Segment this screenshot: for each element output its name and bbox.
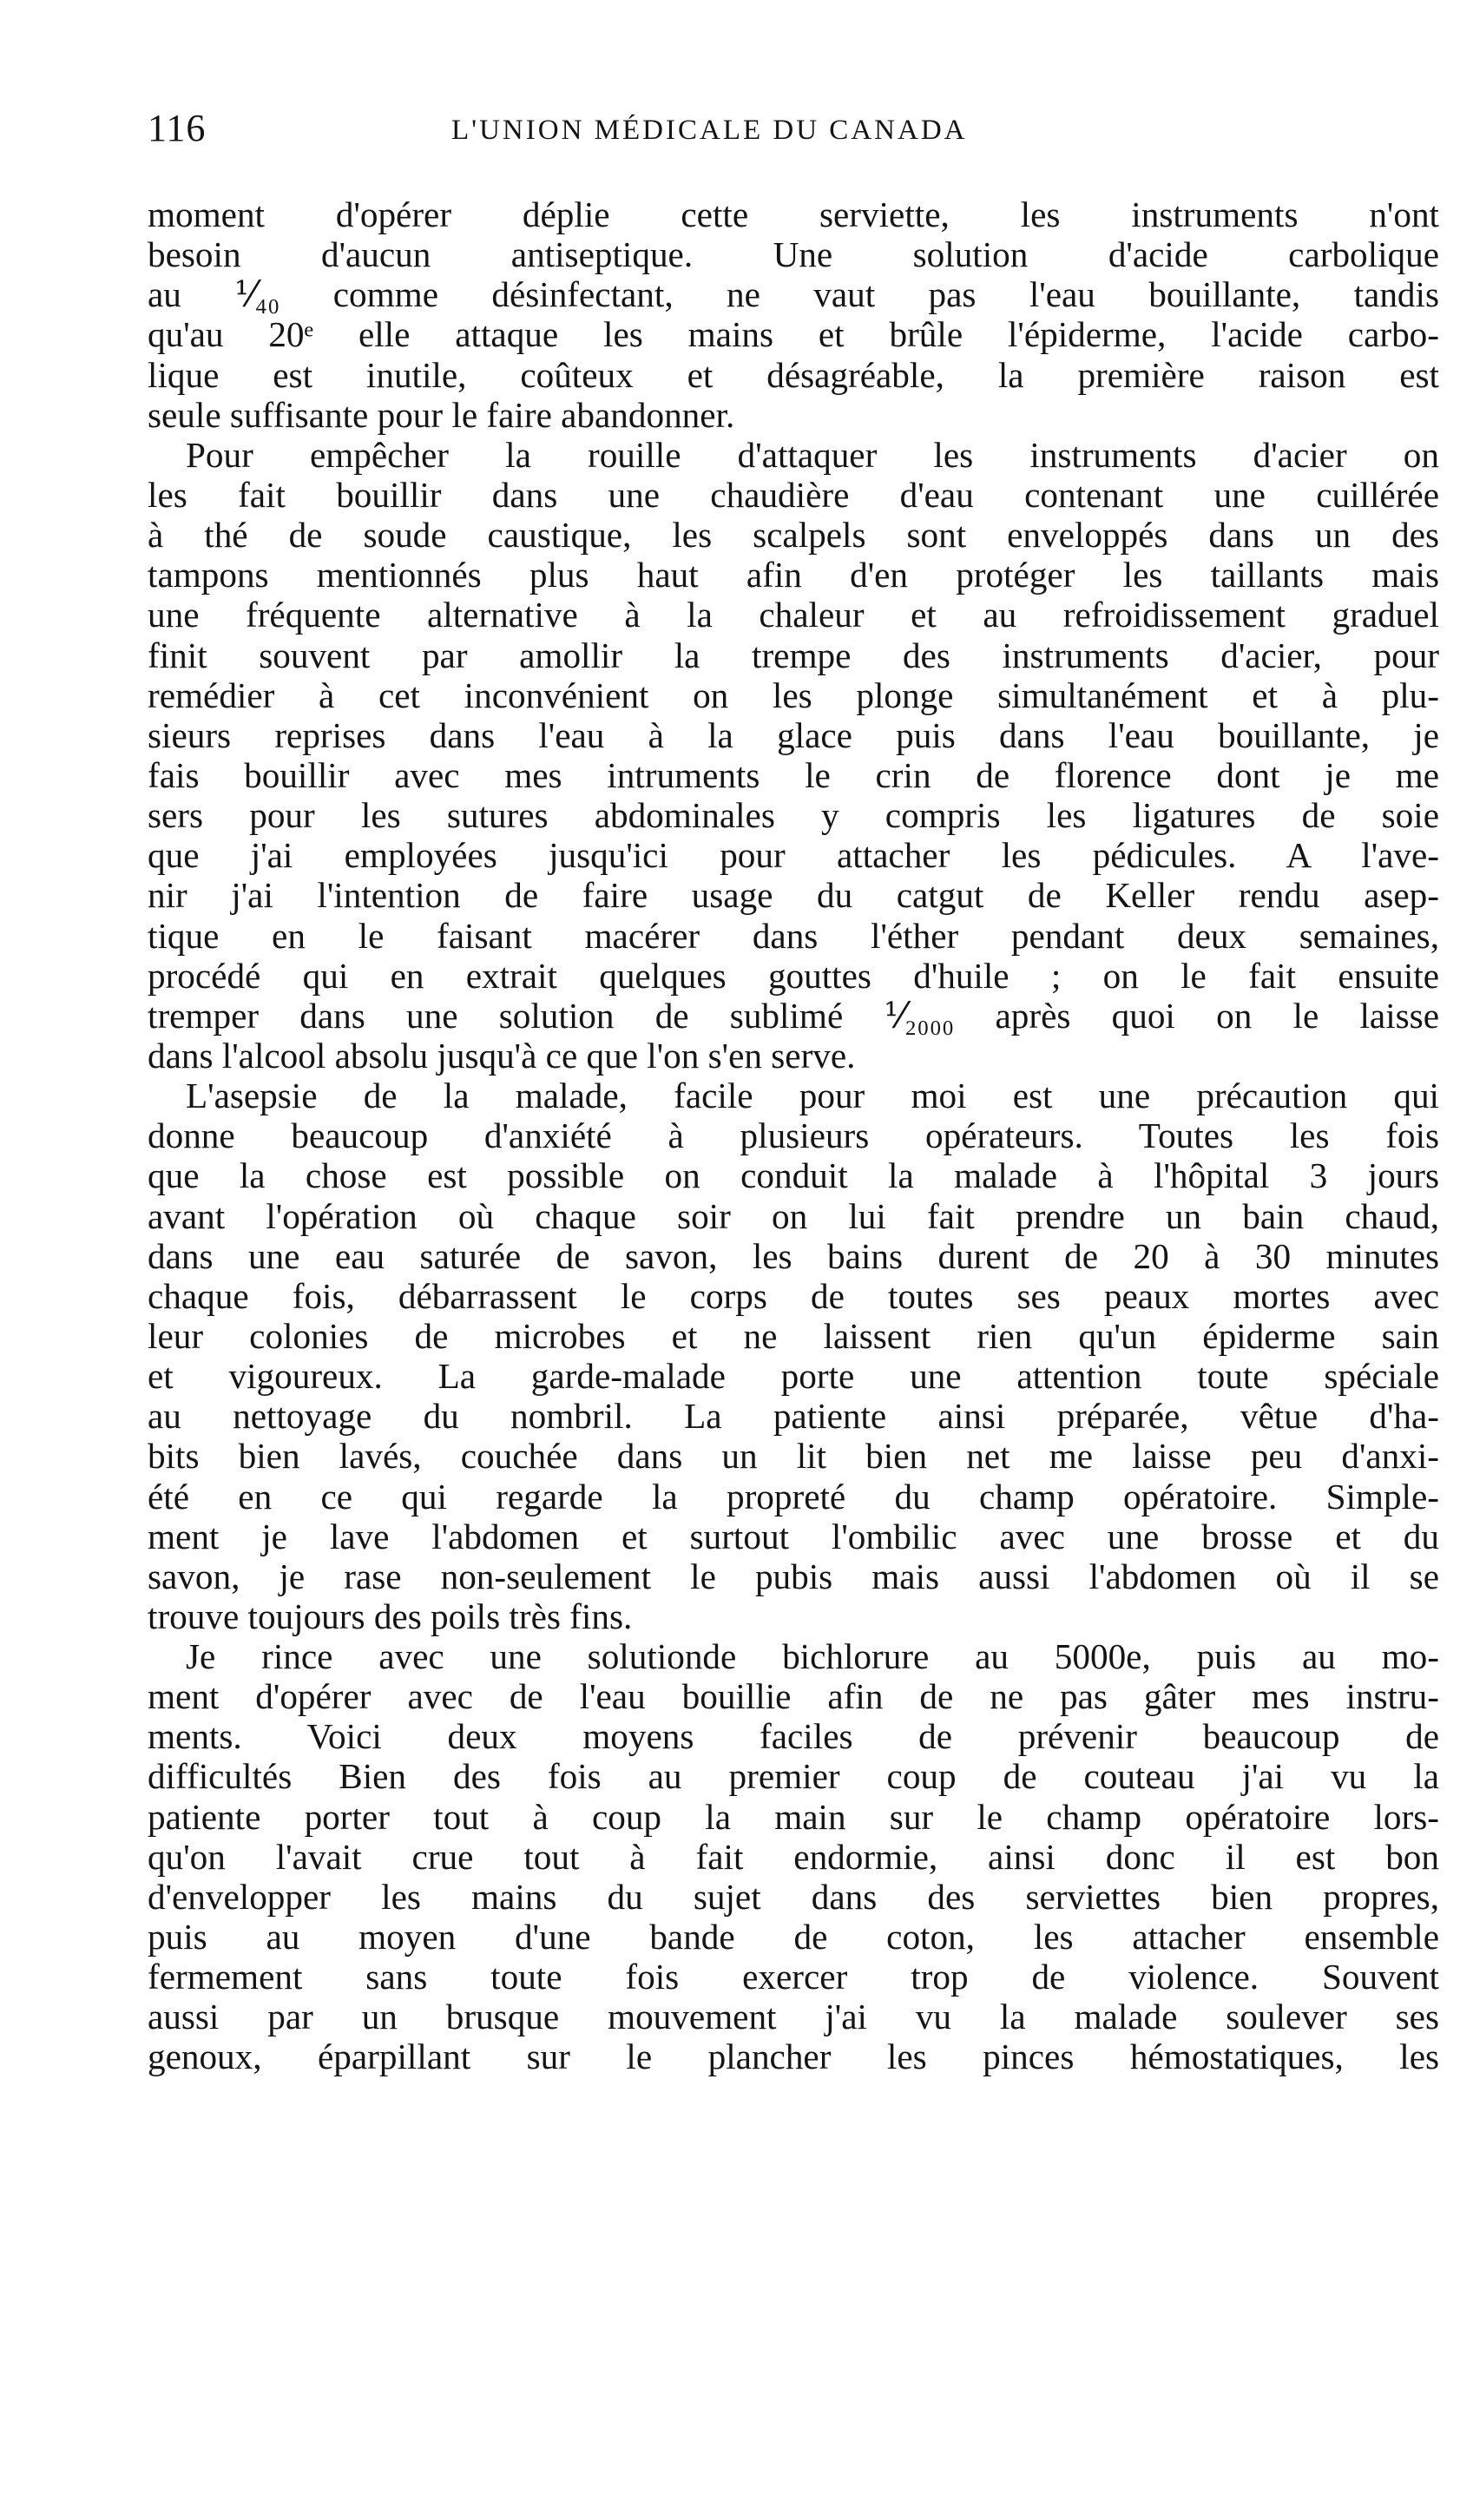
text-line: ments. Voici deux moyens faciles de prévenir beaucoup de [148,1716,1439,1757]
text-line: ment je lave l'abdomen et surtout l'ombilic avec une brosse et du [148,1516,1439,1556]
text-line: fermement sans toute fois exercer trop de violence. Souvent [148,1957,1439,1997]
text-line: fais bouillir avec mes intruments le crin de florence dont je me [148,754,1439,795]
journal-title: L'UNION MÉDICALE DU CANADA [451,115,968,146]
text-line: seule suffisante pour le faire abandonner. [148,394,735,435]
text-line: dans une eau saturée de savon, les bains durent de 20 à 30 minutes [148,1235,1439,1276]
text-line: L'asepsie de la malade, facile pour moi est une précaution qui [186,1076,1439,1116]
text-line: qu'au 20ᵉ elle attaque les mains et brûle l'épiderme, l'acide carbo- [148,314,1439,355]
text-line: puis au moyen d'une bande de coton, les attacher ensemble [148,1917,1439,1957]
text-line: Pour empêcher la rouille d'attaquer les instruments d'acier on [186,434,1439,475]
text-line: donne beaucoup d'anxiété à plusieurs opérateurs. Toutes les fois [148,1115,1439,1156]
text-line: bits bien lavés, couchée dans un lit bien net me laisse peu d'anxi- [148,1436,1439,1477]
text-line: sieurs reprises dans l'eau à la glace puis dans l'eau bouillante, je [148,714,1439,755]
text-line: été en ce qui regarde la propreté du champ opératoire. Simple- [148,1476,1439,1517]
page-number: 116 [148,107,207,149]
text-line: les fait bouillir dans une chaudière d'eau contenant une cuillérée [148,474,1439,515]
text-line: leur colonies de microbes et ne laissent rien qu'un épiderme sain [148,1315,1439,1356]
text-line: avant l'opération où chaque soir on lui fait prendre un bain chaud, [148,1195,1439,1236]
text-line: au ⅟₄₀ comme désinfectant, ne vaut pas l'eau bouillante, tandis [148,274,1439,315]
text-line: remédier à cet inconvénient on les plonge simultanément et à plu- [148,674,1439,715]
text-line: besoin d'aucun antiseptique. Une solution d'acide carbolique [148,234,1439,275]
text-line: à thé de soude caustique, les scalpels sont enveloppés dans un des [148,515,1439,556]
text-line: Je rince avec une solutionde bichlorure au 5000e, puis au mo- [186,1636,1439,1677]
text-line: sers pour les sutures abdominales y compris les ligatures de soie [148,795,1439,836]
text-line: genoux, éparpillant sur le plancher les pinces hémostatiques, les [148,2036,1439,2077]
text-line: qu'on l'avait crue tout à fait endormie, ainsi donc il est bon [148,1836,1439,1877]
text-line: moment d'opérer déplie cette serviette, les instruments n'ont [148,194,1439,234]
text-line: tremper dans une solution de sublimé ⅟₂₀₀₀ après quoi on le laisse [148,995,1439,1036]
text-line: savon, je rase non-seulement le pubis mais aussi l'abdomen où il se [148,1556,1439,1596]
text-line: chaque fois, débarrassent le corps de toutes ses peaux mortes avec [148,1275,1439,1316]
text-line: que la chose est possible on conduit la malade à l'hôpital 3 jours [148,1155,1439,1196]
text-line: tampons mentionnés plus haut afin d'en protéger les taillants mais [148,555,1439,595]
text-line: finit souvent par amollir la trempe des instruments d'acier, pour [148,635,1439,675]
text-line: lique est inutile, coûteux et désagréable, la première raison est [148,354,1439,395]
text-line: trouve toujours des poils très fins. [148,1596,633,1636]
text-line: procédé qui en extrait quelques gouttes d'huile ; on le fait ensuite [148,955,1439,996]
text-line: difficultés Bien des fois au premier coup de couteau j'ai vu la [148,1756,1439,1797]
text-line: d'envelopper les mains du sujet dans des serviettes bien propres, [148,1876,1439,1917]
text-line: tique en le faisant macérer dans l'éther pendant deux semaines, [148,915,1439,956]
text-line: patiente porter tout à coup la main sur le champ opératoire lors- [148,1796,1439,1837]
text-line: aussi par un brusque mouvement j'ai vu la malade soulever ses [148,1997,1439,2037]
text-line: au nettoyage du nombril. La patiente ainsi préparée, vêtue d'ha- [148,1396,1439,1437]
text-line: une fréquente alternative à la chaleur et au refroidissement graduel [148,595,1439,635]
text-line: ment d'opérer avec de l'eau bouillie afin de ne pas gâter mes instru- [148,1676,1439,1717]
text-line: dans l'alcool absolu jusqu'à ce que l'on s'en serve. [148,1035,856,1076]
text-line: et vigoureux. La garde-malade porte une attention toute spéciale [148,1356,1439,1397]
body-text [148,194,1439,2077]
running-head [148,102,1450,155]
text-line: que j'ai employées jusqu'ici pour attacher les pédicules. A l'ave- [148,835,1439,876]
text-line: nir j'ai l'intention de faire usage du catgut de Keller rendu asep- [148,875,1439,916]
